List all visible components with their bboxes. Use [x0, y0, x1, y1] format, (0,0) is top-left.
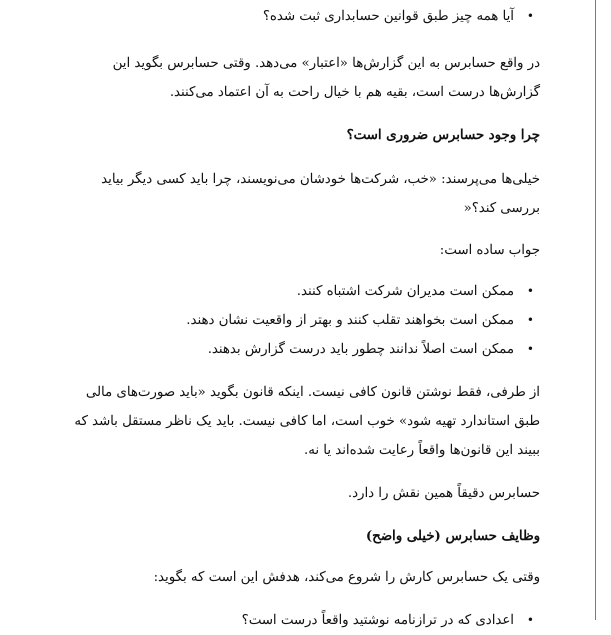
intro-list: [68, 2, 540, 31]
list-item-text: ممکن است مدیران شرکت اشتباه کنند.: [296, 284, 514, 299]
document-body: [68, 0, 540, 635]
paragraph-simple-answer: جواب ساده است:: [439, 243, 540, 258]
duties-list: [68, 606, 540, 635]
bullet-icon: •: [526, 342, 534, 356]
page-edge-divider: [595, 0, 611, 620]
list-item-text: آیا همه چیز طبق قوانین حسابداری ثبت شده؟: [262, 9, 514, 24]
bullet-icon: •: [526, 613, 534, 627]
list-item-text: ممکن است اصلاً ندانند چطور باید درست گزارش بدهند.: [207, 342, 514, 357]
paragraph-audit-credibility: در واقع حسابرس به این گزارش‌ها «اعتبار» می‌دهد. وقتی حسابرس بگوید این گزارش‌ها درست است، بقیه هم با خیال راحت به آن اعتماد می‌کنند.: [112, 56, 540, 100]
list-item: [68, 335, 540, 364]
heading-auditor-duties: وظایف حسابرس (خیلی واضح): [365, 529, 540, 544]
list-item: [68, 306, 540, 335]
bullet-icon: •: [526, 313, 534, 327]
list-item-text: ممکن است بخواهند تقلب کنند و بهتر از واقعیت نشان دهند.: [186, 313, 514, 328]
bullet-icon: •: [526, 284, 534, 298]
heading-why-auditor: چرا وجود حسابرس ضروری است؟: [346, 128, 540, 143]
paragraph-auditor-role: حسابرس دقیقاً همین نقش را دارد.: [347, 486, 540, 501]
paragraph-auditor-goal: وقتی یک حسابرس کارش را شروع می‌کند، هدفش این است که بگوید:: [153, 570, 540, 585]
paragraph-independent-observer: از طرفی، فقط نوشتن قانون کافی نیست. اینکه قانون بگوید «باید صورت‌های مالی طبق استاندارد تهیه شود» خوب است، اما کافی نیست. باید یک ناظر مستقل باشد که ببیند این قانون‌ها واقعاً رعایت شده‌اند یا نه.: [74, 385, 540, 458]
list-item: [68, 2, 540, 31]
list-item: [68, 606, 540, 635]
paragraph-question: خیلی‌ها می‌پرسند: «خب، شرکت‌ها خودشان می‌نویسند، چرا باید کسی دیگر بیاید بررسی کند؟«: [101, 172, 540, 216]
list-item-text: اعدادی که در ترازنامه نوشتید واقعاً درست است؟: [241, 613, 514, 628]
list-item: [68, 277, 540, 306]
reasons-list: [68, 277, 540, 364]
bullet-icon: •: [526, 9, 534, 23]
